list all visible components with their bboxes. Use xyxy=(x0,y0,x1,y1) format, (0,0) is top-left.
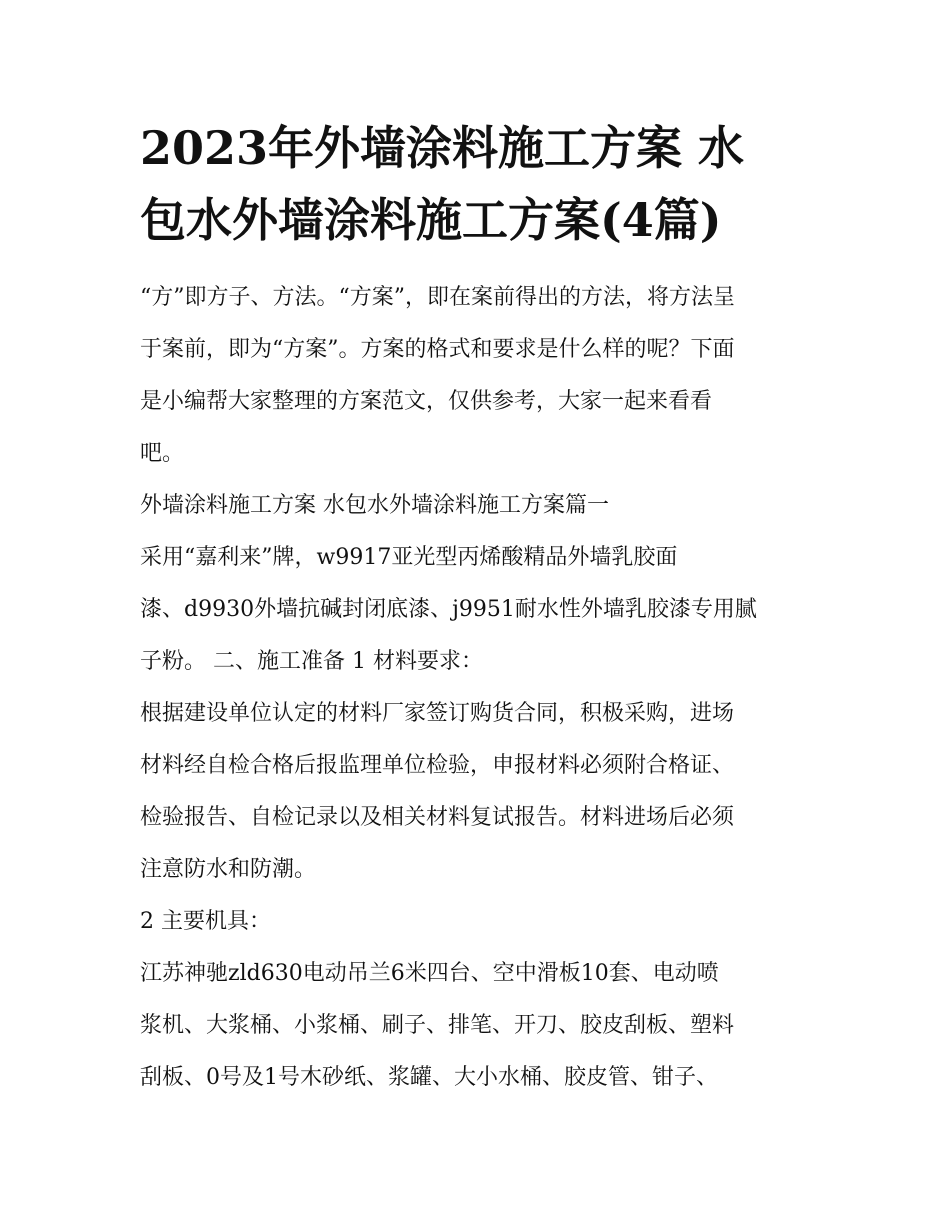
document-body xyxy=(140,272,830,1104)
text-line: 浆机、大浆桶、小浆桶、刷子、排笔、开刀、胶皮刮板、塑料 xyxy=(140,1013,735,1038)
text-line: 材料经自检合格后报监理单位检验，申报材料必须附合格证、 xyxy=(140,753,735,778)
tools-paragraph xyxy=(140,948,830,1104)
text-line: 于案前，即为“方案”。方案的格式和要求是什么样的呢？下面 xyxy=(140,337,735,362)
text-line: 是小编帮大家整理的方案范文，仅供参考，大家一起来看看 xyxy=(140,389,713,414)
text-line: 外墙涂料施工方案 水包水外墙涂料施工方案篇一 xyxy=(140,493,609,518)
text-line: 根据建设单位认定的材料厂家签订购货合同，积极采购，进场 xyxy=(140,701,735,726)
intro-paragraph xyxy=(140,272,830,480)
text-line: 注意防水和防潮。 xyxy=(140,857,317,882)
tools-heading xyxy=(140,896,830,948)
title-line: 包水外墙涂料施工方案(4篇) xyxy=(140,193,722,247)
text-line: 2 主要机具： xyxy=(140,909,271,934)
title-line: 2023年外墙涂料施工方案 水 xyxy=(140,121,745,175)
text-line: 漆、d9930外墙抗碱封闭底漆、j9951耐水性外墙乳胶漆专用腻 xyxy=(140,597,757,622)
text-line: 刮板、0号及1号木砂纸、浆罐、大小水桶、胶皮管、钳子、 xyxy=(140,1065,718,1090)
materials-paragraph xyxy=(140,532,830,688)
procurement-paragraph xyxy=(140,688,830,896)
text-line: 检验报告、自检记录以及相关材料复试报告。材料进场后必须 xyxy=(140,805,735,830)
text-line: 吧。 xyxy=(140,441,185,466)
text-line: 江苏神驰zld630电动吊兰6米四台、空中滑板10套、电动喷 xyxy=(140,961,719,986)
document-title xyxy=(140,112,830,256)
text-line: 采用“嘉利来”牌，w9917亚光型丙烯酸精品外墙乳胶面 xyxy=(140,545,678,570)
text-line: “方”即方子、方法。“方案”，即在案前得出的方法，将方法呈 xyxy=(140,285,735,310)
text-line: 子粉。 二、施工准备 1 材料要求： xyxy=(140,649,483,674)
section-heading xyxy=(140,480,830,532)
